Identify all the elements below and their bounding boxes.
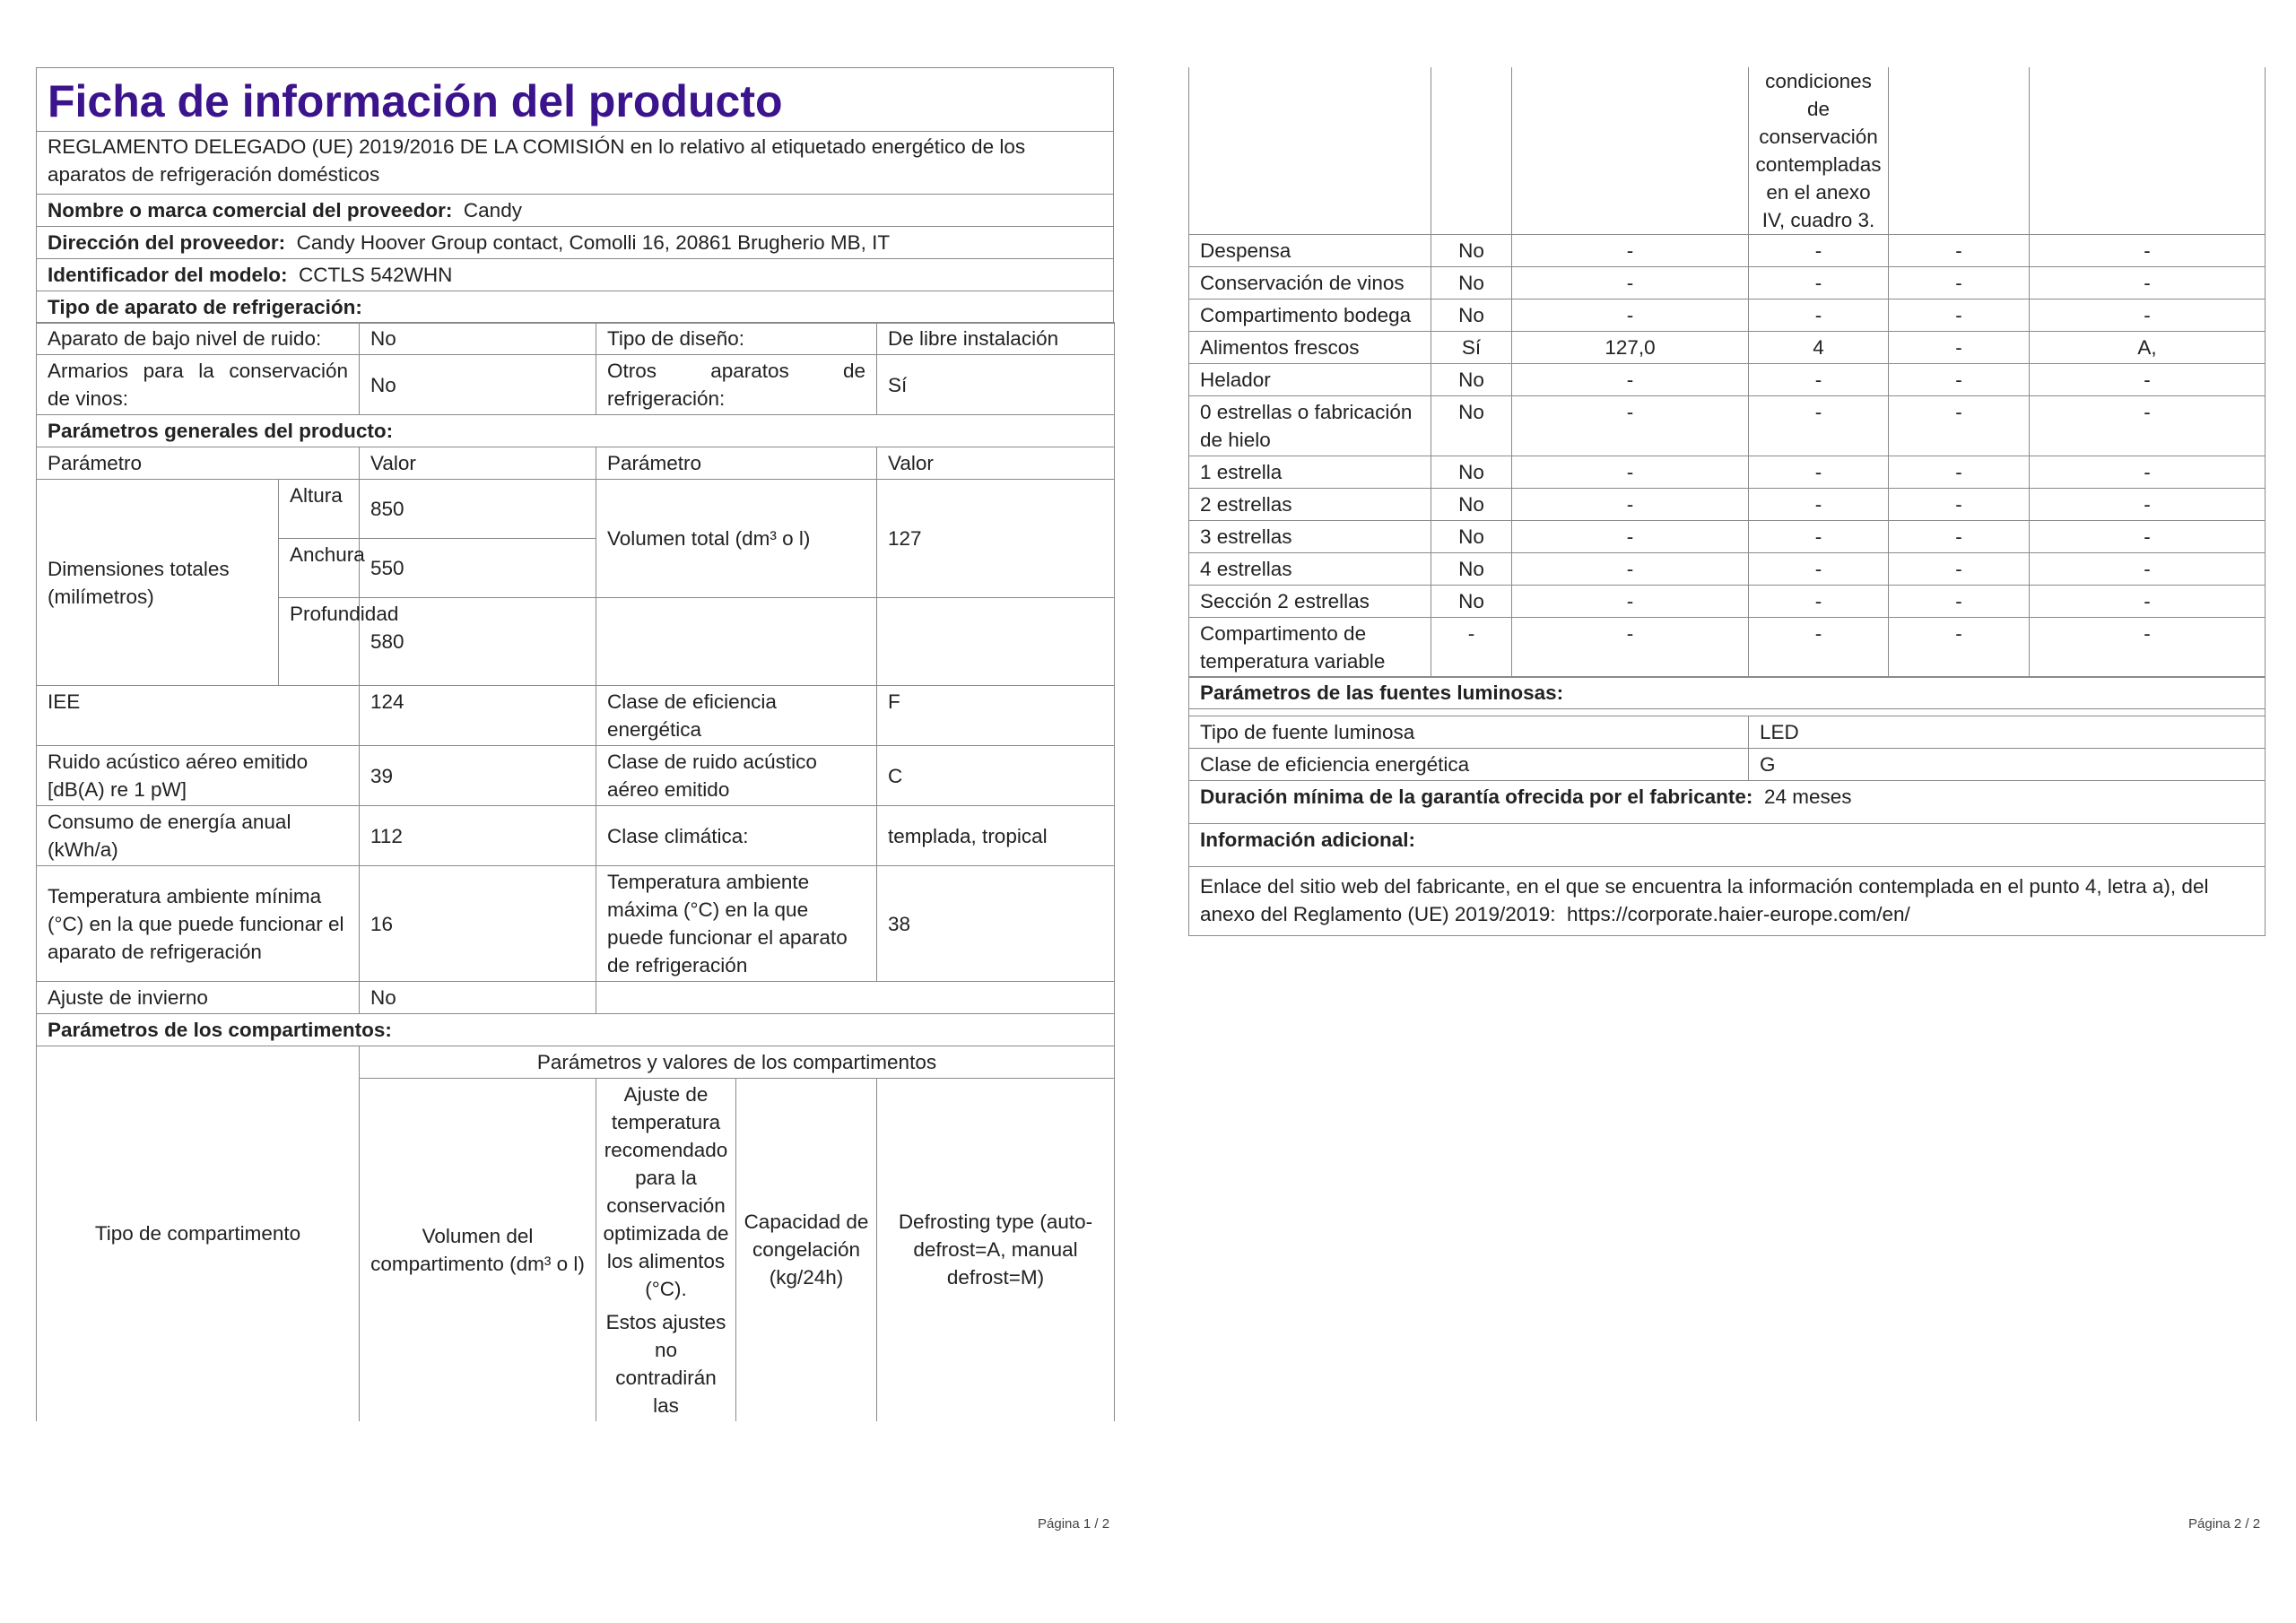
compartments-heading: Parámetros de los compartimentos: xyxy=(37,1014,1115,1046)
compartment-volume: - xyxy=(1512,395,1749,456)
compartment-freeze: - xyxy=(1889,234,2030,266)
compartment-present: No xyxy=(1431,363,1512,395)
min-temp-label: Temperatura ambiente mínima (°C) en la que puede funcionar el aparato de refrigeración xyxy=(37,866,360,982)
model-label: Identificador del modelo: xyxy=(48,263,288,286)
supplier-row xyxy=(37,194,1114,226)
compartment-defrost: - xyxy=(2030,552,2266,585)
design-type-value: De libre instalación xyxy=(877,323,1115,355)
low-noise-label: Aparato de bajo nivel de ruido: xyxy=(37,323,360,355)
compartment-row xyxy=(1189,395,2266,456)
compartment-temp: - xyxy=(1749,363,1889,395)
compartment-freeze: - xyxy=(1889,395,2030,456)
comp-type-header: Tipo de compartimento xyxy=(37,1046,360,1421)
compartment-present: No xyxy=(1431,520,1512,552)
comp-temp-header-part2: Estos ajustes no contradirán las xyxy=(605,1310,726,1417)
compartment-volume: - xyxy=(1512,617,1749,677)
address-row xyxy=(37,226,1114,258)
compartment-temp: - xyxy=(1749,266,1889,299)
compartment-defrost: - xyxy=(2030,395,2266,456)
compartment-volume: - xyxy=(1512,266,1749,299)
design-type-label: Tipo de diseño: xyxy=(596,323,877,355)
compartment-defrost: - xyxy=(2030,520,2266,552)
page-1-footer: Página 1 / 2 xyxy=(1038,1516,1110,1532)
other-appliances-value: Sí xyxy=(877,355,1115,415)
compartment-row xyxy=(1189,363,2266,395)
model-row xyxy=(37,258,1114,291)
efficiency-class-label: Clase de eficiencia energética xyxy=(596,686,877,746)
compartment-row xyxy=(1189,456,2266,488)
width-label: Anchura xyxy=(279,539,360,598)
compartment-temp: 4 xyxy=(1749,331,1889,363)
address-value: Candy Hoover Group contact, Comolli 16, 20861 Brugherio MB, IT xyxy=(296,230,891,254)
compartment-present: No xyxy=(1431,456,1512,488)
compartment-volume: - xyxy=(1512,363,1749,395)
compartment-present: No xyxy=(1431,395,1512,456)
compartment-row xyxy=(1189,617,2266,677)
general-params-table xyxy=(36,322,1115,1046)
additional-info-text xyxy=(1189,867,2266,936)
compartment-defrost: - xyxy=(2030,299,2266,331)
comp-values-header: Parámetros y valores de los compartimentos xyxy=(360,1046,1115,1078)
dimensions-label: Dimensiones totales (milímetros) xyxy=(37,480,279,686)
compartment-defrost: - xyxy=(2030,266,2266,299)
product-info-header-table xyxy=(36,67,1114,132)
general-params-heading: Parámetros generales del producto: xyxy=(37,415,1115,447)
compartment-row xyxy=(1189,234,2266,266)
eei-value: 124 xyxy=(360,686,596,746)
compartment-volume: - xyxy=(1512,585,1749,617)
compartment-temp: - xyxy=(1749,552,1889,585)
address-label: Dirección del proveedor: xyxy=(48,230,286,254)
compartment-temp: - xyxy=(1749,520,1889,552)
additional-info-heading: Información adicional: xyxy=(1189,824,2266,867)
total-volume-label: Volumen total (dm³ o l) xyxy=(596,480,877,598)
light-type-value: LED xyxy=(1749,716,2266,749)
compartment-rows-table xyxy=(1188,234,2266,678)
noise-value: 39 xyxy=(360,746,596,806)
compartment-name: 2 estrellas xyxy=(1189,488,1431,520)
compartment-freeze: - xyxy=(1889,363,2030,395)
warranty-row xyxy=(1189,781,2266,824)
compartment-freeze: - xyxy=(1889,488,2030,520)
regulation-table xyxy=(36,131,1114,324)
compartment-row xyxy=(1189,266,2266,299)
winter-setting-label: Ajuste de invierno xyxy=(37,982,360,1014)
compartment-volume: - xyxy=(1512,488,1749,520)
compartment-name: Compartimento bodega xyxy=(1189,299,1431,331)
energy-consumption-label: Consumo de energía anual (kWh/a) xyxy=(37,806,360,866)
compartment-defrost: - xyxy=(2030,617,2266,677)
document-title: Ficha de información del producto xyxy=(37,68,1114,132)
compartment-freeze: - xyxy=(1889,299,2030,331)
page-2 xyxy=(1188,67,2265,936)
compartment-row xyxy=(1189,299,2266,331)
compartment-freeze: - xyxy=(1889,585,2030,617)
light-source-table xyxy=(1188,676,2266,936)
height-value: 850 xyxy=(360,480,596,539)
compartment-present: - xyxy=(1431,617,1512,677)
compartment-freeze: - xyxy=(1889,331,2030,363)
compartment-volume: - xyxy=(1512,299,1749,331)
compartment-temp: - xyxy=(1749,299,1889,331)
climate-class-value: templada, tropical xyxy=(877,806,1115,866)
compartment-freeze: - xyxy=(1889,617,2030,677)
param-col-header-2: Parámetro xyxy=(596,447,877,480)
compartment-defrost: - xyxy=(2030,488,2266,520)
page-1 xyxy=(36,67,1114,1421)
compartment-volume: 127,0 xyxy=(1512,331,1749,363)
appliance-type-heading: Tipo de aparato de refrigeración: xyxy=(37,291,1114,323)
compartment-present: Sí xyxy=(1431,331,1512,363)
warranty-value: 24 meses xyxy=(1763,785,1852,808)
compartment-name: 3 estrellas xyxy=(1189,520,1431,552)
compartment-volume: - xyxy=(1512,520,1749,552)
param-col-header: Parámetro xyxy=(37,447,360,480)
energy-consumption-value: 112 xyxy=(360,806,596,866)
compartment-name: Compartimento de temperatura variable xyxy=(1189,617,1431,677)
compartment-row xyxy=(1189,552,2266,585)
compartments-header-table xyxy=(36,1046,1115,1421)
compartment-freeze: - xyxy=(1889,456,2030,488)
compartment-temp: - xyxy=(1749,488,1889,520)
compartment-defrost: - xyxy=(2030,363,2266,395)
compartment-freeze: - xyxy=(1889,520,2030,552)
page-2-footer: Página 2 / 2 xyxy=(2188,1516,2261,1532)
supplier-value: Candy xyxy=(463,198,522,221)
compartment-temp: - xyxy=(1749,395,1889,456)
total-volume-value: 127 xyxy=(877,480,1115,598)
comp-defrost-header: Defrosting type (auto-defrost=A, manual defrost=M) xyxy=(877,1078,1115,1421)
max-temp-label: Temperatura ambiente máxima (°C) en la que puede funcionar el aparato de refrigeración xyxy=(596,866,877,982)
height-label: Altura xyxy=(279,480,360,539)
compartment-defrost: - xyxy=(2030,585,2266,617)
compartment-present: No xyxy=(1431,488,1512,520)
wine-cabinet-value: No xyxy=(360,355,596,415)
winter-setting-value: No xyxy=(360,982,596,1014)
compartment-name: Conservación de vinos xyxy=(1189,266,1431,299)
compartment-name: 4 estrellas xyxy=(1189,552,1431,585)
compartment-row xyxy=(1189,585,2266,617)
other-appliances-label: Otros aparatos de refrigeración: xyxy=(596,355,877,415)
comp-volume-header: Volumen del compartimento (dm³ o l) xyxy=(360,1078,596,1421)
noise-class-value: C xyxy=(877,746,1115,806)
compartment-present: No xyxy=(1431,552,1512,585)
compartment-present: No xyxy=(1431,266,1512,299)
light-params-heading: Parámetros de las fuentes luminosas: xyxy=(1189,677,2266,709)
compartment-temp: - xyxy=(1749,617,1889,677)
low-noise-value: No xyxy=(360,323,596,355)
compartment-name: Alimentos frescos xyxy=(1189,331,1431,363)
light-type-label: Tipo de fuente luminosa xyxy=(1189,716,1749,749)
min-temp-value: 16 xyxy=(360,866,596,982)
wine-cabinet-label: Armarios para la conservación de vinos: xyxy=(37,355,360,415)
compartment-row xyxy=(1189,331,2266,363)
supplier-label: Nombre o marca comercial del proveedor: xyxy=(48,198,453,221)
compartment-present: No xyxy=(1431,299,1512,331)
light-class-value: G xyxy=(1749,749,2266,781)
compartment-volume: - xyxy=(1512,552,1749,585)
light-class-label: Clase de eficiencia energética xyxy=(1189,749,1749,781)
compartment-present: No xyxy=(1431,234,1512,266)
compartment-row xyxy=(1189,520,2266,552)
model-value: CCTLS 542WHN xyxy=(299,263,453,286)
compartment-defrost: A, xyxy=(2030,331,2266,363)
manufacturer-url[interactable]: https://corporate.haier-europe.com/en/ xyxy=(1567,903,1910,925)
depth-label: Profundidad xyxy=(279,598,360,686)
additional-info-description: Enlace del sitio web del fabricante, en el que se encuentra la información contemplada en el punto 4, letra a), del anexo del Reglamento (UE) 2019/2019: xyxy=(1200,875,2209,925)
compartment-name: Sección 2 estrellas xyxy=(1189,585,1431,617)
max-temp-value: 38 xyxy=(877,866,1115,982)
value-col-header: Valor xyxy=(360,447,596,480)
compartment-name: 1 estrella xyxy=(1189,456,1431,488)
compartment-temp: - xyxy=(1749,456,1889,488)
compartment-freeze: - xyxy=(1889,552,2030,585)
comp-freeze-header: Capacidad de congelación (kg/24h) xyxy=(736,1078,877,1421)
compartment-freeze: - xyxy=(1889,266,2030,299)
compartment-temp: - xyxy=(1749,234,1889,266)
depth-value: 580 xyxy=(360,598,596,686)
compartment-row xyxy=(1189,488,2266,520)
compartment-name: 0 estrellas o fabricación de hielo xyxy=(1189,395,1431,456)
climate-class-label: Clase climática: xyxy=(596,806,877,866)
compartment-temp: - xyxy=(1749,585,1889,617)
compartment-defrost: - xyxy=(2030,456,2266,488)
comp-temp-header xyxy=(596,1078,736,1421)
width-value: 550 xyxy=(360,539,596,598)
compartment-volume: - xyxy=(1512,234,1749,266)
comp-temp-header-part1: Ajuste de temperatura recomendado para la conservación optimizada de los alimentos (°C). xyxy=(603,1082,729,1300)
noise-label: Ruido acústico aéreo emitido [dB(A) re 1 pW] xyxy=(37,746,360,806)
eei-label: IEE xyxy=(37,686,360,746)
warranty-label: Duración mínima de la garantía ofrecida por el fabricante: xyxy=(1200,785,1753,808)
compartments-table xyxy=(1188,67,2266,235)
compartment-present: No xyxy=(1431,585,1512,617)
compartment-name: Helador xyxy=(1189,363,1431,395)
compartment-name: Despensa xyxy=(1189,234,1431,266)
value-col-header-2: Valor xyxy=(877,447,1115,480)
regulation-text: REGLAMENTO DELEGADO (UE) 2019/2016 DE LA COMISIÓN en lo relativo al etiquetado energético de los aparatos de refrigeración domésticos xyxy=(37,131,1114,195)
noise-class-label: Clase de ruido acústico aéreo emitido xyxy=(596,746,877,806)
compartment-volume: - xyxy=(1512,456,1749,488)
efficiency-class-value: F xyxy=(877,686,1115,746)
comp-temp-header-continued: condiciones de conservación contempladas en el anexo IV, cuadro 3. xyxy=(1749,67,1889,235)
compartment-defrost: - xyxy=(2030,234,2266,266)
